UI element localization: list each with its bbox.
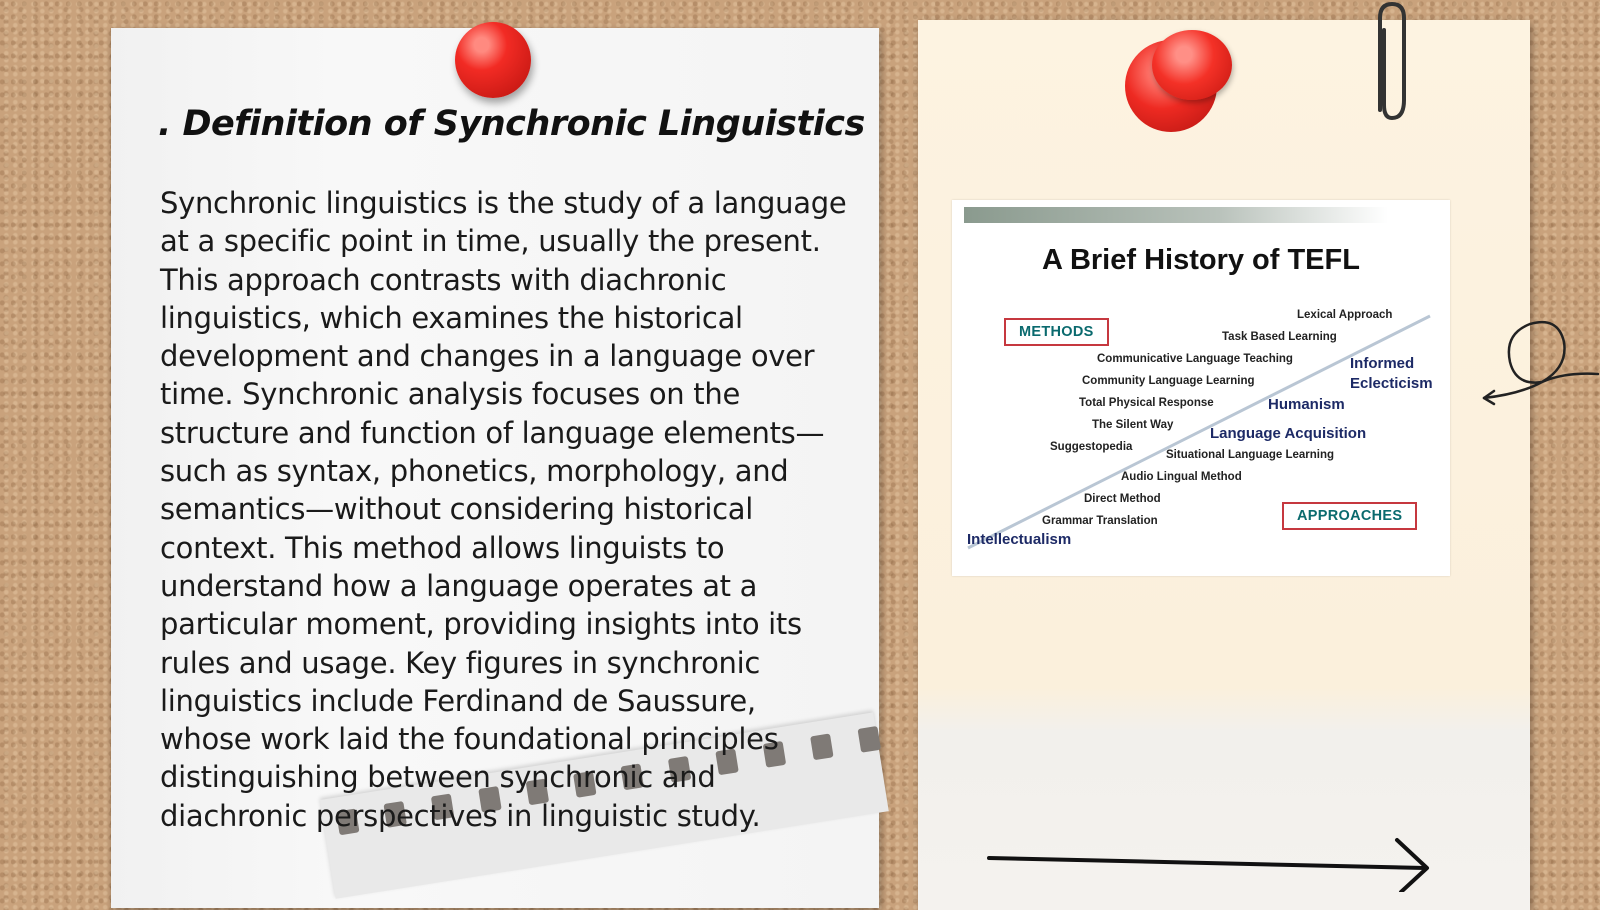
approach-language-acquisition: Language Acquisition	[1210, 425, 1367, 442]
tefl-history-image	[952, 200, 1450, 576]
method-grammar-translation: Grammar Translation	[1042, 515, 1158, 527]
page-title: . Definition of Synchronic Linguistics	[158, 104, 865, 144]
push-pin-icon	[455, 22, 531, 98]
paper-clip-icon	[1372, 0, 1412, 125]
method-silent-way: The Silent Way	[1092, 419, 1174, 431]
method-clt: Communicative Language Teaching	[1097, 353, 1293, 365]
approach-informed-line1: Informed	[1350, 355, 1415, 372]
method-suggestopedia: Suggestopedia	[1050, 441, 1133, 453]
right-arrow-icon	[985, 832, 1445, 892]
method-task-based: Task Based Learning	[1222, 331, 1337, 343]
method-direct: Direct Method	[1084, 493, 1161, 505]
scribble-icon	[1480, 312, 1600, 407]
method-cll: Community Language Learning	[1082, 375, 1255, 387]
method-audio-lingual: Audio Lingual Method	[1121, 471, 1242, 483]
definition-body: Synchronic linguistics is the study of a language at a specific point in time, usually the present. This approach contrasts with diachronic linguistics, which examines the historical development and changes in a language over time. Synchronic analysis focuses on the structure and function of language elements—such as syntax, phonetics, morphology, and semantics—without considering historical context. This method allows linguists to understand how a language operates at a particular moment, providing insights into its rules and usage. Key figures in synchronic linguistics include Ferdinand de Saussure, whose work laid the foundational principles distinguishing between synchronic and diachronic perspectives in linguistic study.	[160, 186, 847, 833]
method-tpr: Total Physical Response	[1079, 397, 1214, 409]
approach-humanism: Humanism	[1268, 396, 1345, 413]
method-situational: Situational Language Learning	[1166, 449, 1335, 461]
methods-label: METHODS	[1004, 318, 1109, 346]
push-pin-icon	[1152, 30, 1232, 100]
perforation	[858, 726, 882, 753]
method-lexical: Lexical Approach	[1297, 309, 1393, 321]
approaches-label: APPROACHES	[1282, 502, 1417, 530]
tefl-title: A Brief History of TEFL	[1042, 244, 1360, 276]
approach-informed-line2: Eclecticism	[1350, 375, 1433, 392]
approach-intellectualism: Intellectualism	[967, 531, 1072, 548]
